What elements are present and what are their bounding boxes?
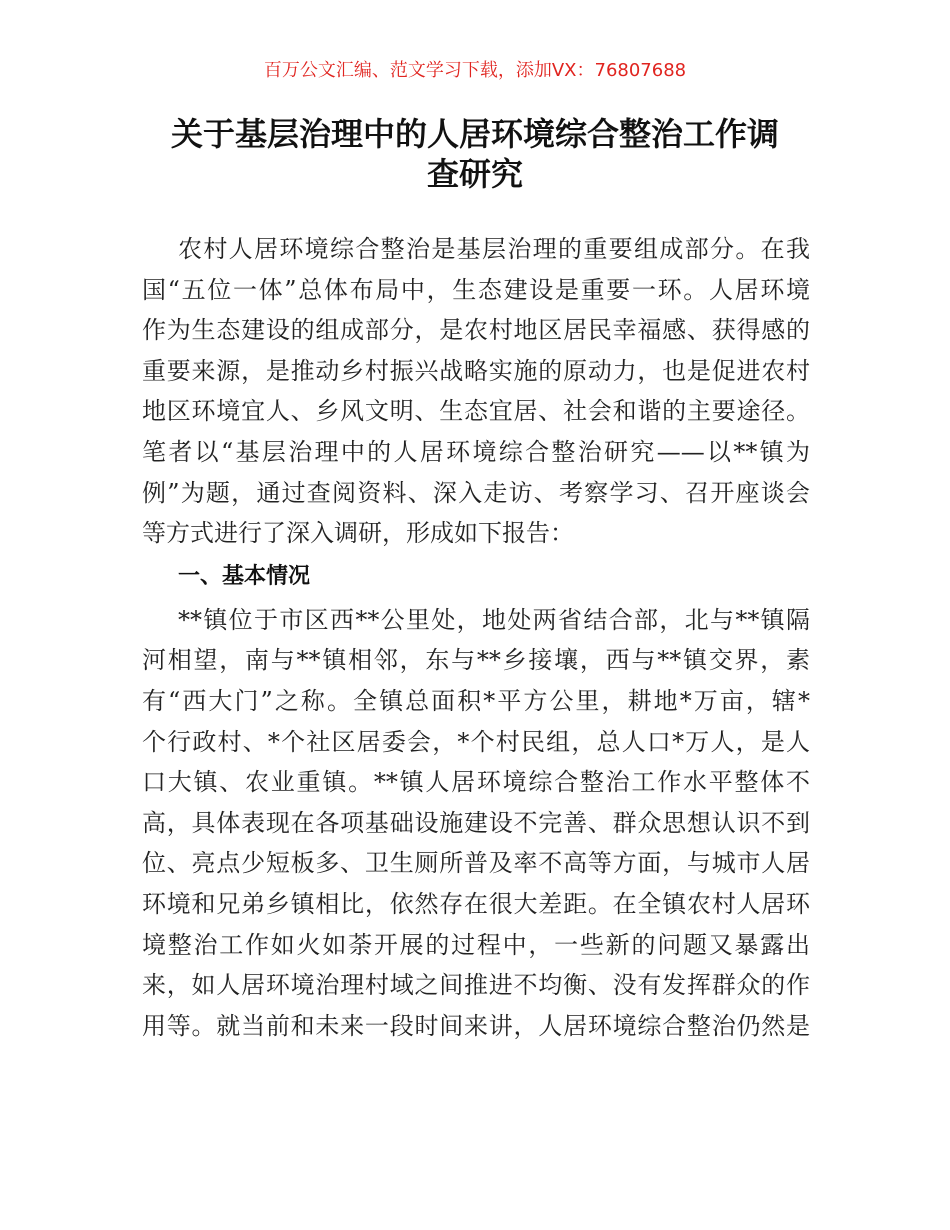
text-line: 用等。就当前和未来一段时间来讲，人居环境综合整治仍然是 [142,1011,810,1040]
text-line: 地区环境宜人、乡风文明、生态宜居、社会和谐的主要途径。 [142,397,810,426]
text-line: 有“西大门”之称。全镇总面积*平方公里，耕地*万亩，辖* [142,686,810,715]
text-line: 作为生态建设的组成部分，是农村地区居民幸福感、获得感的 [142,316,810,345]
watermark-banner: 百万公文汇编、范文学习下载，添加VX：76807688 [263,60,687,81]
text-line: 笔者以“基层治理中的人居环境综合整治研究——以**镇为 [142,437,810,466]
title-line: 查研究 [426,155,523,193]
text-line: 位、亮点少短板多、卫生厕所普及率不高等方面，与城市人居 [142,849,810,878]
text-line: 河相望，南与**镇相邻，东与**乡接壤，西与**镇交界，素 [142,646,810,675]
paragraph-intro [142,229,810,554]
text-line: 境整治工作如火如荼开展的过程中，一些新的问题又暴露出 [142,930,810,959]
text-line: 农村人居环境综合整治是基层治理的重要组成部分。在我 [178,235,810,263]
document-body [142,229,810,1046]
document-title [120,114,830,194]
section-heading: 一、基本情况 [178,563,311,589]
text-line: **镇位于市区西**公里处，地处两省结合部，北与**镇隔 [178,605,810,634]
text-line: 口大镇、农业重镇。**镇人居环境综合整治工作水平整体不 [142,768,810,797]
text-line: 环境和兄弟乡镇相比，依然存在很大差距。在全镇农村人居环 [142,889,810,918]
text-line: 个行政村、*个社区居委会，*个村民组，总人口*万人，是人 [142,727,810,756]
text-line: 例”为题，通过查阅资料、深入走访、考察学习、召开座谈会 [142,478,810,507]
paragraph-basic-situation [142,600,810,1047]
text-line: 来，如人居环境治理村域之间推进不均衡、没有发挥群众的作 [142,971,810,1000]
text-line: 高，具体表现在各项基础设施建设不完善、群众思想认识不到 [142,808,810,837]
text-line: 等方式进行了深入调研，形成如下报告： [142,519,574,548]
title-line: 关于基层治理中的人居环境综合整治工作调 [170,115,779,153]
text-line: 国“五位一体”总体布局中，生态建设是重要一环。人居环境 [142,275,810,304]
text-line: 重要来源，是推动乡村振兴战略实施的原动力，也是促进农村 [142,356,810,385]
